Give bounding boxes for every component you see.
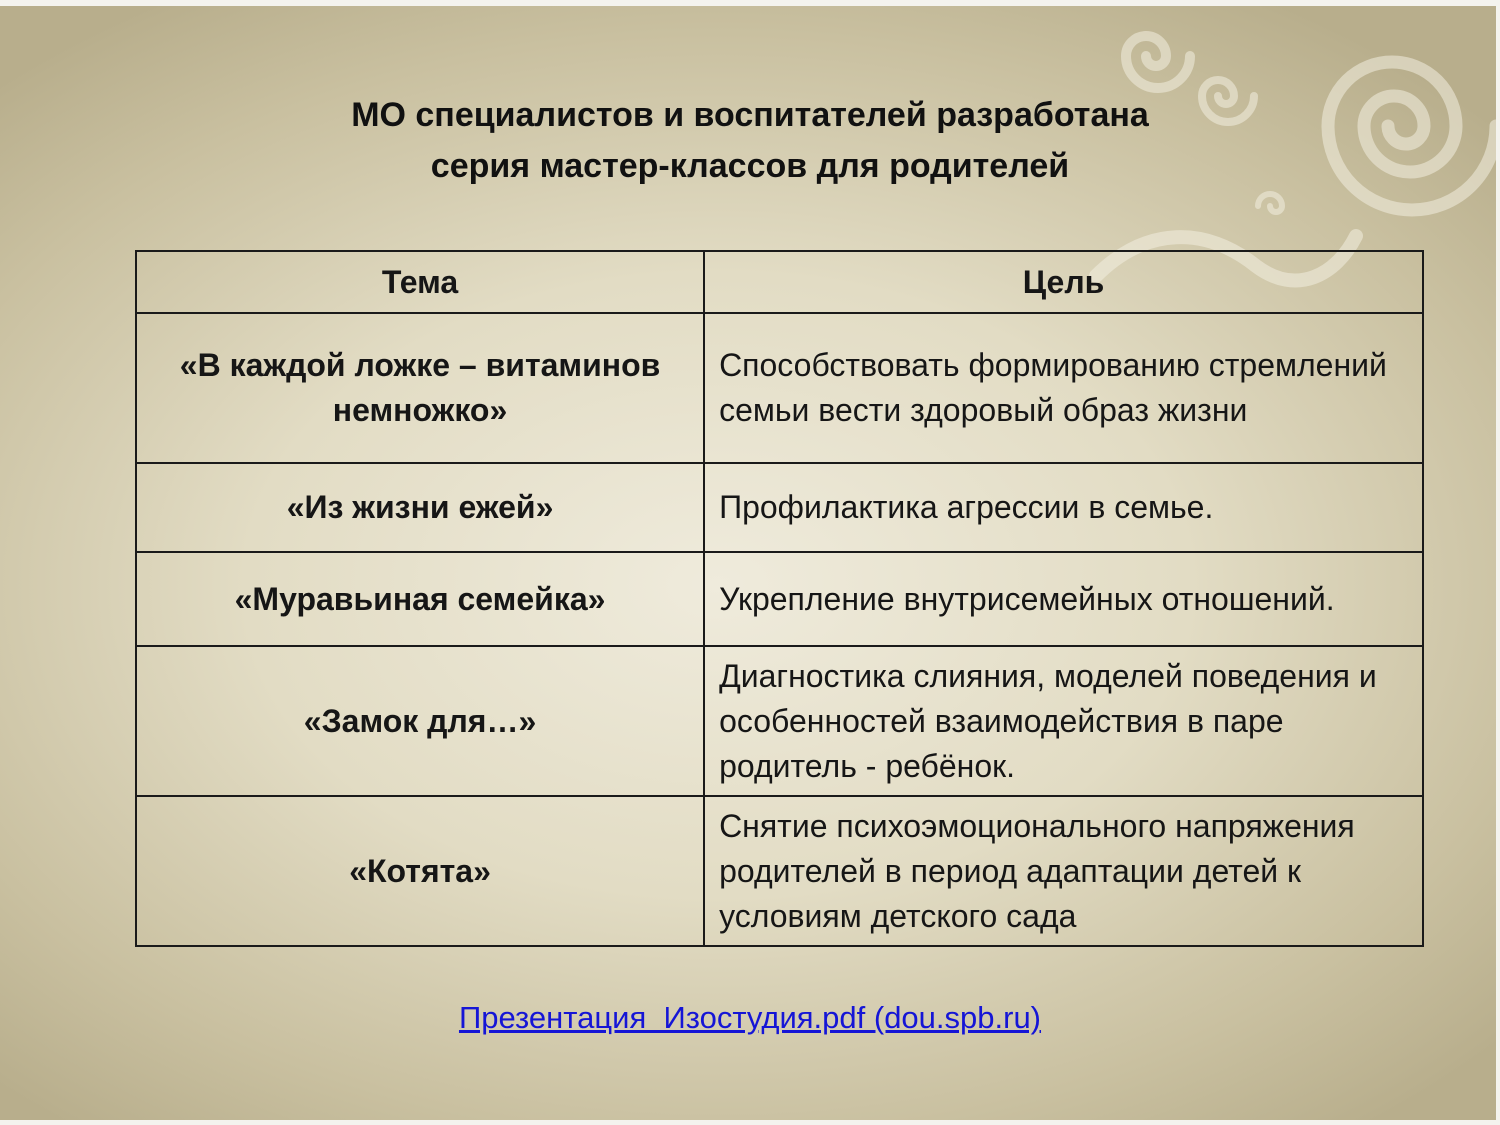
topic-cell: «Муравьиная семейка» <box>136 552 704 646</box>
goal-cell: Способствовать формированию стремлений семьи вести здоровый образ жизни <box>704 313 1423 463</box>
goal-cell: Профилактика агрессии в семье. <box>704 463 1423 552</box>
column-header-topic: Тема <box>136 251 704 313</box>
topic-cell: «Замок для…» <box>136 646 704 796</box>
goal-cell: Диагностика слияния, моделей поведения и особенностей взаимодействия в паре родитель - ребёнок. <box>704 646 1423 796</box>
table-row <box>136 552 1423 646</box>
topic-cell: «В каждой ложке – витаминов немножко» <box>136 313 704 463</box>
table-row <box>136 463 1423 552</box>
table-header-row <box>136 251 1423 313</box>
goal-cell: Снятие психоэмоционального напряжения родителей в период адаптации детей к условиям детского сада <box>704 796 1423 946</box>
topic-cell: «Из жизни ежей» <box>136 463 704 552</box>
slide <box>0 6 1496 1120</box>
master-classes-table <box>135 250 1424 947</box>
topic-cell: «Котята» <box>136 796 704 946</box>
title-line-2: серия мастер-классов для родителей <box>430 147 1070 185</box>
table-row <box>136 313 1423 463</box>
goal-cell: Укрепление внутрисемейных отношений. <box>704 552 1423 646</box>
page-title <box>0 90 1496 192</box>
column-header-goal: Цель <box>704 251 1423 313</box>
table-row <box>136 796 1423 946</box>
presentation-link[interactable]: Презентация Изостудия.pdf (dou.spb.ru) <box>458 1000 1042 1035</box>
table-row <box>136 646 1423 796</box>
title-line-1: МО специалистов и воспитателей разработана <box>351 96 1149 134</box>
